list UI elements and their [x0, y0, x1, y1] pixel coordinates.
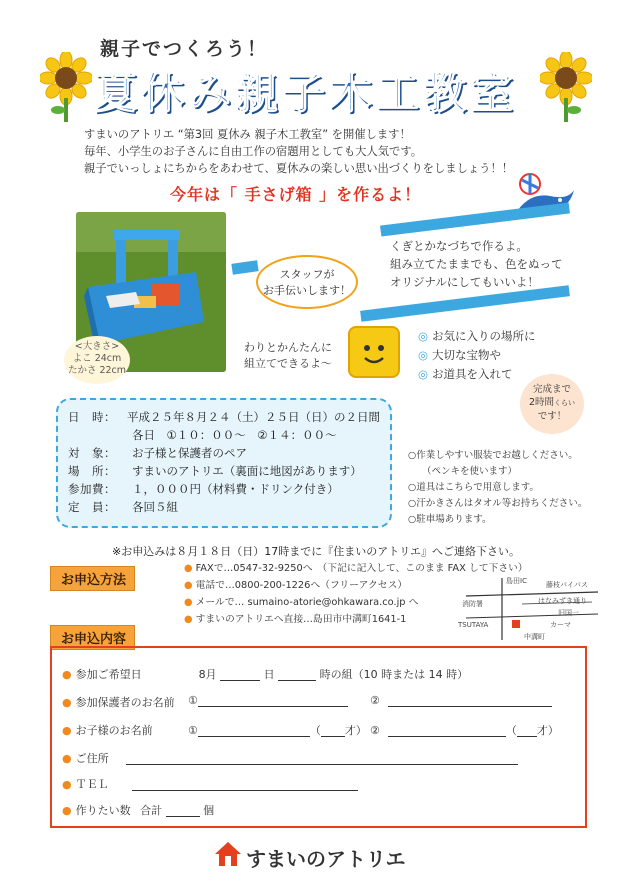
map-label: カーマ — [550, 621, 571, 629]
map-label: 消防署 — [462, 600, 483, 608]
size-badge — [64, 336, 130, 384]
age-open: （ — [505, 724, 517, 737]
info-value: お子様と保護者のペア — [132, 446, 247, 460]
tel-field[interactable] — [132, 779, 358, 791]
sunflower-left-icon — [40, 52, 92, 122]
application-form — [50, 646, 587, 828]
slot-field[interactable] — [278, 669, 316, 681]
bullet-icon: ● — [62, 778, 72, 791]
intro-text — [84, 126, 554, 177]
info-label: 参加費： — [68, 482, 116, 496]
age-field[interactable] — [321, 725, 345, 737]
info-row-fee — [68, 480, 380, 498]
duration-badge — [520, 374, 584, 434]
info-row-capacity — [68, 498, 380, 516]
highlight-text: 今年は「 手さげ箱 」を作るよ！ — [170, 185, 422, 204]
form-row-address — [62, 750, 518, 766]
bullet-icon: ● — [62, 696, 72, 709]
bullet-icon: ● — [184, 563, 193, 574]
map-label: TSUTAYA — [458, 621, 489, 629]
cube-character-icon — [348, 326, 400, 378]
info-label: 定 員： — [68, 500, 116, 514]
form-label: 作りたい数 — [75, 804, 131, 817]
bullet-icon: ● — [184, 614, 193, 625]
form-label: ご住所 — [75, 752, 109, 765]
note-line: ○道具はこちらで用意します。 — [408, 482, 539, 493]
form-row-qty — [62, 802, 214, 818]
qty-field[interactable] — [166, 805, 200, 817]
note-line: （ペンキを使います） — [422, 466, 518, 477]
apply-method-text: すまいのアトリエへ直接…島田市中溝町1641-1 — [195, 614, 407, 625]
day-field[interactable] — [220, 669, 260, 681]
guardian-field-1[interactable] — [188, 694, 348, 707]
name-field[interactable] — [198, 695, 348, 707]
apply-content-heading: お申込内容 — [50, 625, 135, 650]
badge-hours: 2時間 — [528, 397, 555, 408]
name-field[interactable] — [198, 725, 310, 737]
intro-line: すまいのアトリエ “第3回 夏休み 親子木工教室” を開催します！ — [84, 128, 411, 141]
name-field[interactable] — [388, 695, 552, 707]
note-line: ○駐車場あります。 — [408, 514, 492, 525]
description-line: くぎとかなづちで作るよ。 — [390, 239, 528, 253]
bullet-icon: ● — [62, 724, 72, 737]
info-row-target — [68, 444, 380, 462]
form-label: ＴＥＬ — [75, 778, 109, 791]
age-close: 才） — [536, 724, 559, 737]
bullet-icon: ◎ — [418, 367, 429, 381]
notes — [408, 448, 608, 528]
wave-ribbon — [231, 260, 258, 275]
form-row-guardian — [62, 694, 175, 710]
form-circle: ② — [370, 694, 380, 707]
deadline-note: ※お申込みは８月１８日（日）17時までに『住まいのアトリエ』へご連絡下さい。 — [112, 545, 520, 558]
checklist-label: お道具を入れて — [432, 367, 513, 381]
form-slot: 時の組（10 時または 14 時） — [319, 668, 469, 681]
info-row-place — [68, 462, 380, 480]
page-title: 夏休み親子木工教室 — [94, 69, 517, 119]
form-row-tel — [62, 776, 358, 792]
access-map — [458, 574, 602, 644]
bullet-icon: ● — [62, 668, 72, 681]
bullet-icon: ● — [62, 752, 72, 765]
checklist-item — [418, 346, 536, 365]
apply-method-text: FAXで…0547-32-9250へ （下記に記入して、このまま FAX して下さい） — [195, 563, 528, 574]
description — [390, 237, 590, 291]
form-month: 8月 — [198, 668, 217, 681]
checklist — [418, 327, 536, 384]
age-open: （ — [309, 724, 321, 737]
bullet-icon: ● — [184, 597, 193, 608]
bullet-icon: ● — [184, 580, 193, 591]
note-line: ○汗かきさんはタオル等お持ちください。 — [408, 498, 588, 509]
staff-speech-bubble: スタッフが お手伝いします！ — [256, 255, 358, 309]
map-label: 藤枝バイパス — [546, 581, 588, 589]
badge-line: です！ — [537, 411, 567, 422]
bullet-icon: ● — [62, 804, 72, 817]
age-field[interactable] — [517, 725, 537, 737]
info-spacer — [68, 426, 132, 444]
form-label: お子様のお名前 — [75, 724, 153, 737]
guardian-field-2[interactable] — [370, 694, 552, 707]
description-line: オリジナルにしてもいいよ！ — [390, 275, 539, 289]
form-label: 参加保護者のお名前 — [75, 696, 175, 709]
map-label: 島田IC — [506, 577, 527, 585]
info-row-date — [68, 408, 380, 426]
house-logo-icon — [214, 840, 242, 868]
size-title: <大きさ> — [74, 341, 120, 352]
apply-method-text: 電話で…0800-200-1226へ（フリーアクセス） — [195, 580, 408, 591]
sunflower-right-icon — [540, 52, 592, 122]
badge-small: くらい — [554, 399, 576, 407]
size-height: たかさ 22cm — [67, 365, 127, 376]
info-value: すまいのアトリエ（裏面に地図があります） — [132, 464, 362, 478]
info-label: 場 所： — [68, 464, 116, 478]
bullet-icon: ◎ — [418, 329, 429, 343]
apply-method-heading: お申込方法 — [50, 566, 135, 591]
checklist-label: お気に入りの場所に — [432, 329, 536, 343]
child-field-1[interactable] — [188, 722, 367, 738]
apply-method-text: メールで… sumaino-atorie@ohkawara.co.jp へ — [195, 597, 419, 608]
form-day: 日 — [263, 668, 275, 681]
size-width: よこ 24cm — [72, 353, 122, 364]
intro-line: 毎年、小学生のお子さんに自由工作の宿題用としても大人気です。 — [84, 145, 423, 158]
easy-speech: わりとかんたんに 組立てできるよ～ — [244, 341, 332, 370]
name-field[interactable] — [388, 725, 506, 737]
info-row-time — [68, 426, 380, 444]
info-value: 各回５組 — [132, 500, 178, 514]
form-row-date — [62, 666, 468, 682]
intro-line: 親子でいっしょにちからをあわせて、夏休みの楽しい思い出づくりをしましょう！！ — [84, 162, 514, 175]
info-value: 平成２５年８月２４（土）２５日（日）の２日間 — [127, 410, 380, 424]
badge-line — [520, 396, 584, 410]
subtitle: 親子でつくろう！ — [100, 38, 269, 60]
info-value: １，０００円（材料費・ドリンク付き） — [132, 482, 339, 496]
info-label: 対 象： — [68, 446, 116, 460]
event-info-box — [56, 398, 392, 528]
checklist-item — [418, 327, 536, 346]
form-label: 参加ご希望日 — [75, 668, 142, 681]
form-unit: 個 — [203, 804, 215, 817]
address-field[interactable] — [126, 753, 518, 765]
description-line: 組み立てたままでも、色をぬって — [390, 257, 563, 271]
form-total: 合計 — [140, 804, 163, 817]
age-close: 才） — [344, 724, 367, 737]
form-row-child — [62, 722, 153, 738]
note-line: ○作業しやすい服装でお越しください。 — [408, 450, 578, 461]
footer-logo-text: すまいのアトリエ — [246, 847, 406, 871]
map-label: 中溝町 — [524, 633, 545, 641]
bullet-icon: ◎ — [418, 348, 429, 362]
checklist-label: 大切な宝物や — [432, 348, 502, 362]
map-label: 旧国一 — [558, 609, 579, 617]
badge-line: 完成まで — [532, 384, 571, 395]
form-circle: ① — [188, 694, 198, 707]
form-circle: ② — [370, 724, 380, 737]
checklist-item — [418, 365, 536, 384]
form-circle: ① — [188, 724, 198, 737]
map-label: はなみずき通り — [538, 597, 587, 605]
info-label: 日 時： — [68, 410, 116, 424]
info-value: 各日 ①１０：００～ ②１４：００～ — [132, 428, 337, 442]
child-field-2[interactable] — [370, 722, 559, 738]
